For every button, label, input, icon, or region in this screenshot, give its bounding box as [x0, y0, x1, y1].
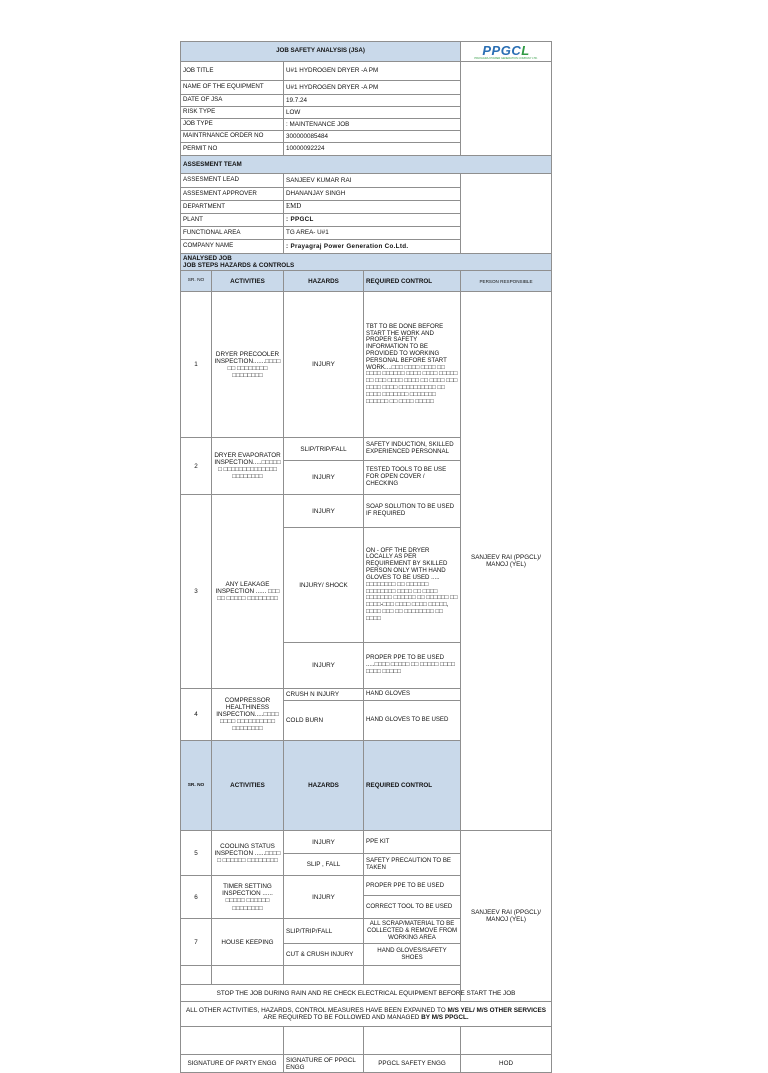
jsa-date-label: DATE OF JSA: [181, 95, 284, 107]
signature-hod-label: HOD: [461, 1055, 552, 1073]
step-5-activity: COOLING STATUS INSPECTION ......□□□□ □ □□□□□□ □□□□□□□□: [212, 831, 284, 876]
step-7-hazard-1: SLIP/TRIP/FALL: [284, 919, 364, 944]
assessment-team-heading: ASSESMENT TEAM: [181, 156, 552, 174]
other-note-part2: ARE REQUIRED TO BE FOLLOWED AND MANAGED: [263, 1014, 420, 1022]
signature-space-hod: [461, 1027, 552, 1055]
job-title-value: U#1 HYDROGEN DRYER -A PM: [284, 62, 461, 81]
col-hazards: HAZARDS: [284, 271, 364, 292]
other-note-bold1: M/S YEL/ M/S OTHER SERVICES: [447, 1007, 546, 1015]
signature-safety-engg-label: PPGCL SAFETY ENGG: [364, 1055, 461, 1073]
job-type-value: : MAINTENANCE JOB: [284, 119, 461, 131]
functional-area-label: FUNCTIONAL AREA: [181, 227, 284, 240]
signature-space-ppgcl-engg: [284, 1027, 364, 1055]
step-2-control-1: SAFETY INDUCTION, SKILLED EXPERIENCED PERSONNAL: [364, 438, 461, 461]
responsible-person-1: SANJEEV RAI (PPGCL)/ MANOJ (YEL): [461, 292, 552, 831]
step-5-control-2: SAFETY PRECAUTION TO BE TAKEN: [364, 854, 461, 876]
step-6-control-2: CORRECT TOOL TO BE USED: [364, 896, 461, 919]
stop-job-note: STOP THE JOB DURING RAIN AND RE CHECK ELECTRICAL EQUIPMENT BEFORE START THE JOB: [181, 985, 552, 1002]
step-4-control-2: HAND GLOVES TO BE USED: [364, 701, 461, 741]
job-type-label: JOB TYPE: [181, 119, 284, 131]
risk-type-value: LOW: [284, 107, 461, 119]
company-name-label: COMPANY NAME: [181, 240, 284, 254]
other-note-part1: ALL OTHER ACTIVITIES, HAZARDS, CONTROL MEASURES HAVE BEEN EXPAINED TO: [186, 1007, 446, 1015]
maintenance-order-label: MAINTRNANCE ORDER NO: [181, 131, 284, 143]
step-1-activity: DRYER PRECOOLER INSPECTION.......□□□□ □□ □□□□□□□□ □□□□□□□□: [212, 292, 284, 438]
step-2-activity: DRYER EVAPORATOR INSPECTION.....□□□□□ □ □□□□□□□□□□□□□□ □□□□□□□□: [212, 438, 284, 495]
step-7-activity: HOUSE KEEPING: [212, 919, 284, 966]
step-4-sr: 4: [181, 689, 212, 741]
plant-value: : PPGCL: [284, 214, 461, 227]
company-name-value: : Prayagraj Power Generation Co.Ltd.: [284, 240, 461, 254]
step-6-hazard-1: INJURY: [284, 876, 364, 919]
equipment-name-label: NAME OF THE EQUIPMENT: [181, 81, 284, 95]
step-3-sr: 3: [181, 495, 212, 689]
step-5-hazard-1: INJURY: [284, 831, 364, 854]
permit-no-label: PERMIT NO: [181, 143, 284, 156]
signature-space-party-engg: [181, 1027, 284, 1055]
step-4-control-1: HAND GLOVES: [364, 689, 461, 701]
step-3-hazard-2: INJURY/ SHOCK: [284, 528, 364, 643]
col-sr-no-2: SR. NO: [181, 741, 212, 831]
assessment-blank: [461, 174, 552, 254]
step-7-hazard-2: CUT & CRUSH INJURY: [284, 944, 364, 966]
step-2-control-2: TESTED TOOLS TO BE USE FOR OPEN COVER / CHECKING: [364, 461, 461, 495]
equipment-name-value: U#1 HYDROGEN DRYER -A PM: [284, 81, 461, 95]
logo-tagline: PRAYAGRAJ POWER GENERATION COMPANY LTD.: [474, 56, 538, 60]
department-value: EMD: [284, 201, 461, 214]
blank-cell-4: [364, 966, 461, 985]
step-3-hazard-1: INJURY: [284, 495, 364, 528]
step-6-sr: 6: [181, 876, 212, 919]
analysed-job-line2: JOB STEPS HAZARDS & CONTROLS: [183, 262, 295, 270]
col-person-responsible: PERSON RESPONSIBLE: [461, 271, 552, 292]
signature-ppgcl-engg-label: SIGNATURE OF PPGCL ENGG: [284, 1055, 364, 1073]
assessment-lead-value: SANJEEV KUMAR RAI: [284, 174, 461, 188]
step-4-activity: COMPRESSOR HEALTHINESS INSPECTION.....□□□□ □□□□ □□□□□□□□□□ □□□□□□□□: [212, 689, 284, 741]
step-3-control-1: SOAP SOLUTION TO BE USED IF REQUIRED: [364, 495, 461, 528]
functional-area-value: TG AREA- U#1: [284, 227, 461, 240]
col-activities: ACTIVITIES: [212, 271, 284, 292]
permit-no-value: 10000092224: [284, 143, 461, 156]
step-3-activity: ANY LEAKAGE INSPECTION ...... □□□ □□ □□□□□ □□□□□□□□: [212, 495, 284, 689]
analysed-job-heading: [181, 254, 552, 271]
step-4-hazard-2: COLD BURN: [284, 701, 364, 741]
logo-wordmark: PPGCL: [482, 42, 530, 58]
col-required-control-2: REQUIRED CONTROL: [364, 741, 461, 831]
step-5-control-1: PPE KIT: [364, 831, 461, 854]
assessment-approver-value: DHANANJAY SINGH: [284, 188, 461, 201]
responsible-person-2: SANJEEV RAI (PPGCL)/ MANOJ (YEL): [461, 831, 552, 1002]
step-5-hazard-2: SLIP , FALL: [284, 854, 364, 876]
step-3-hazard-3: INJURY: [284, 643, 364, 689]
col-sr-no: SR. NO: [181, 271, 212, 292]
step-2-hazard-2: INJURY: [284, 461, 364, 495]
step-4-hazard-1: CRUSH N INJURY: [284, 689, 364, 701]
job-info-blank: [461, 62, 552, 156]
step-1-sr: 1: [181, 292, 212, 438]
blank-cell-3: [284, 966, 364, 985]
company-logo: [461, 42, 552, 62]
step-1-control: TBT TO BE DONE BEFORE START THE WORK AND PROPER SAFETY INFORMATION TO BE PROVIDED TO WORKING PERSONAL BEFORE START WORK....□□□ □□□□ □□□□ □□ □□□□ □□□□□□ □□□□ □□□□ □□□□□ □□ □□□ □□□□ □□□□ □□ □□□□ □□□ □□□□ □□□□ □□□□□□□□□□ □□ □□□□ □□□□□□□ □□□□□□□ □□□□□□ □□ □□□□ □□□□□: [364, 292, 461, 438]
other-activities-note: [181, 1002, 552, 1027]
step-6-activity: TIMER SETTING INSPECTION ...... □□□□□ □□□□□□ □□□□□□□□: [212, 876, 284, 919]
step-1-hazard: INJURY: [284, 292, 364, 438]
job-title-label: JOB TITLE: [181, 62, 284, 81]
blank-cell-2: [212, 966, 284, 985]
signature-space-safety-engg: [364, 1027, 461, 1055]
step-7-control-2: HAND GLOVES/SAFETY SHOES: [364, 944, 461, 966]
step-7-control-1: ALL SCRAP/MATERIAL TO BE COLLECTED & REMOVE FROM WORKING AREA: [364, 919, 461, 944]
col-hazards-2: HAZARDS: [284, 741, 364, 831]
other-note-bold2: BY M/S PPGCL.: [421, 1014, 469, 1022]
step-3-control-3: PROPER PPE TO BE USED .....□□□□ □□□□□ □□ □□□□□ □□□□ □□□□ □□□□□: [364, 643, 461, 689]
plant-label: PLANT: [181, 214, 284, 227]
step-5-sr: 5: [181, 831, 212, 876]
assessment-lead-label: ASSESMENT LEAD: [181, 174, 284, 188]
department-label: DEPARTMENT: [181, 201, 284, 214]
blank-cell-1: [181, 966, 212, 985]
jsa-date-value: 19.7.24: [284, 95, 461, 107]
step-3-control-2: ON - OFF THE DRYER LOCALLY AS PER REQUIREMENT BY SKILLED PERSON ONLY WITH HAND GLOVES TO BE USED ..... □□□□□□□□ □□ □□□□□□ □□□□□□□□ □□□□ □□ □□□□ □□□□□□□ □□□□□□ □□ □□□□□□ □□ □□□□-□□□ □□□□ □□□□ □□□□□, □□□□ □□□ □□ □□□□□□□□ □□ □□□□: [364, 528, 461, 643]
col-required-control: REQUIRED CONTROL: [364, 271, 461, 292]
col-activities-2: ACTIVITIES: [212, 741, 284, 831]
step-2-sr: 2: [181, 438, 212, 495]
risk-type-label: RISK TYPE: [181, 107, 284, 119]
step-7-sr: 7: [181, 919, 212, 966]
analysed-job-line1: ANALYSED JOB: [183, 255, 232, 262]
maintenance-order-value: 300000085484: [284, 131, 461, 143]
jsa-sheet: [180, 41, 552, 1073]
document-title: JOB SAFETY ANALYSIS (JSA): [181, 42, 461, 62]
step-6-control-1: PROPER PPE TO BE USED: [364, 876, 461, 896]
assessment-approver-label: ASSESMENT APPROVER: [181, 188, 284, 201]
signature-party-engg-label: SIGNATURE OF PARTY ENGG: [181, 1055, 284, 1073]
step-2-hazard-1: SLIP/TRIP/FALL: [284, 438, 364, 461]
